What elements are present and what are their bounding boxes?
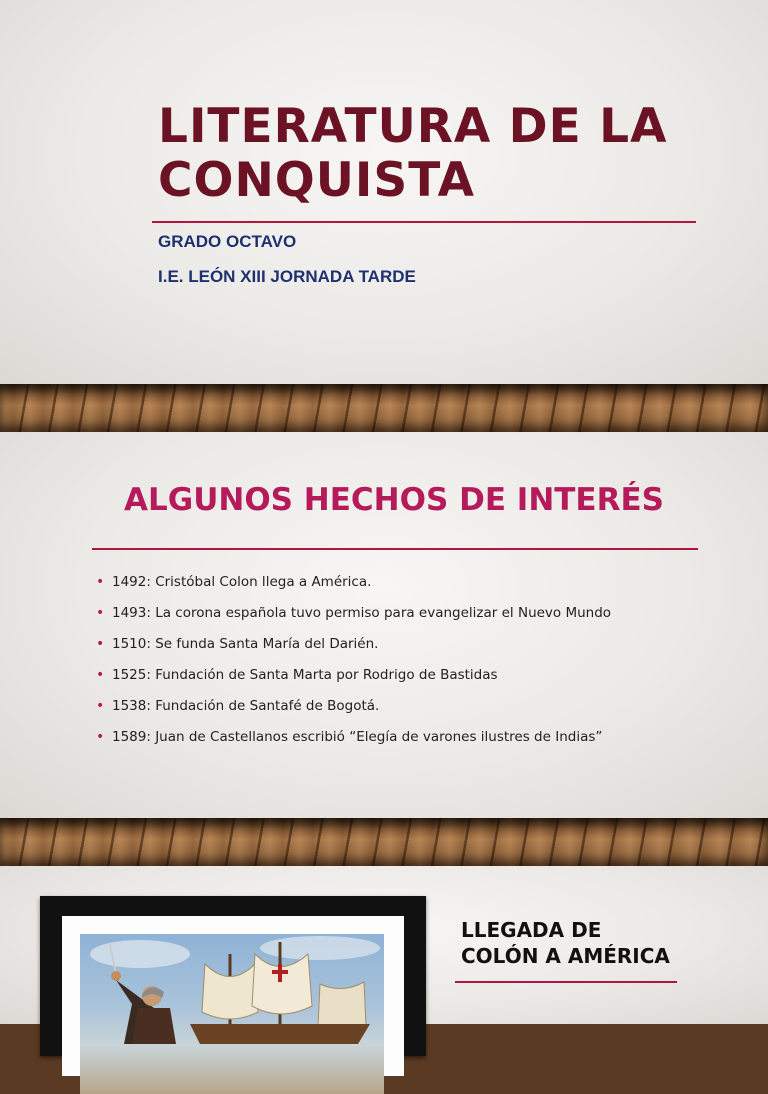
bullet-icon: •	[96, 604, 105, 621]
bullet-icon: •	[96, 697, 105, 714]
fact-text: 1538: Fundación de Santafé de Bogotá.	[112, 697, 380, 714]
list-item	[96, 597, 611, 628]
fact-text: 1493: La corona española tuvo permiso para evangelizar el Nuevo Mundo	[112, 604, 612, 621]
slide-3-divider	[455, 981, 677, 983]
list-item	[96, 690, 611, 721]
slide-3-title	[461, 917, 670, 969]
wood-floor-divider-1	[0, 384, 768, 432]
list-item	[96, 628, 611, 659]
slide-1-title-line-1: LITERATURA DE LA	[158, 99, 668, 154]
list-item	[96, 566, 611, 597]
list-item	[96, 659, 611, 690]
painting-illustration	[80, 934, 384, 1044]
picture-frame	[40, 896, 426, 1056]
bullet-icon: •	[96, 666, 105, 683]
bullet-icon: •	[96, 573, 105, 590]
list-item	[96, 721, 611, 752]
slide-1	[0, 0, 768, 384]
bullet-icon: •	[96, 635, 105, 652]
wood-floor-divider-2	[0, 818, 768, 866]
fact-text: 1589: Juan de Castellanos escribió “Elegía de varones ilustres de Indias”	[112, 728, 603, 745]
picture-mat	[62, 916, 404, 1076]
slide-1-title-line-2: CONQUISTA	[158, 153, 476, 208]
slide-1-subtitle-school: I.E. LEÓN XIII JORNADA TARDE	[158, 267, 416, 286]
slide-3-title-line-1: LLEGADA DE	[461, 918, 602, 942]
facts-list	[96, 566, 611, 752]
bullet-icon: •	[96, 728, 105, 745]
fact-text: 1492: Cristóbal Colon llega a América.	[112, 573, 372, 590]
slide-2-title: ALGUNOS HECHOS DE INTERÉS	[124, 482, 664, 518]
slide-2-divider	[92, 548, 698, 550]
fact-text: 1525: Fundación de Santa Marta por Rodrigo de Bastidas	[112, 666, 498, 683]
slide-1-divider	[152, 221, 696, 223]
slide-3-title-line-2: COLÓN A AMÉRICA	[461, 944, 670, 968]
fact-text: 1510: Se funda Santa María del Darién.	[112, 635, 379, 652]
slide-1-subtitle-grade: GRADO OCTAVO	[158, 232, 297, 251]
slide-1-title	[158, 100, 667, 208]
columbus-arrival-painting	[80, 934, 384, 1094]
